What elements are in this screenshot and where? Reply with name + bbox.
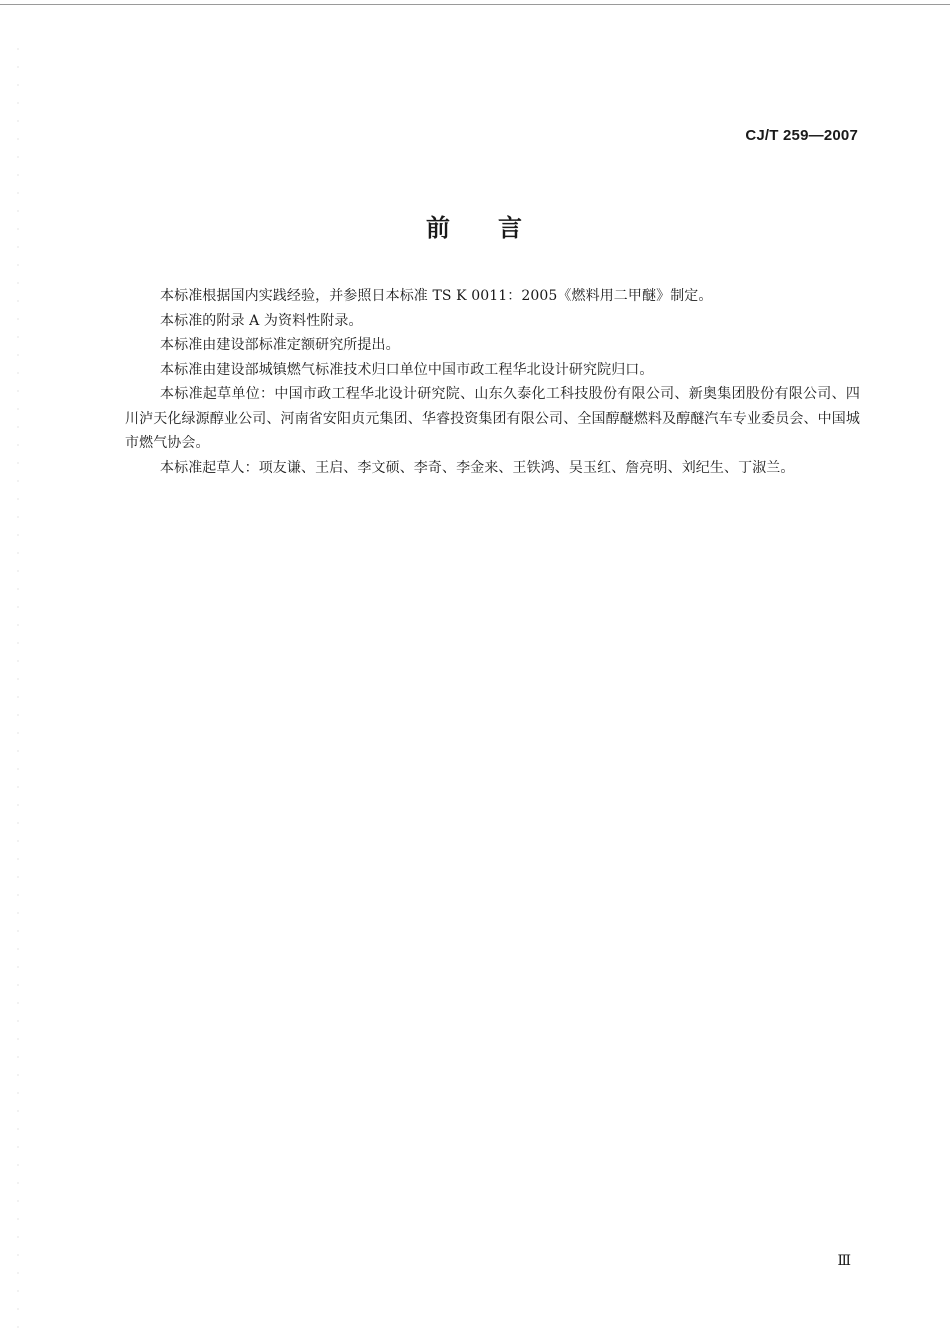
paragraph-basis: 本标准根据国内实践经验，并参照日本标准 TS K 0011：2005《燃料用二甲醚》制定。 [160, 288, 713, 304]
page-number: Ⅲ [837, 1254, 851, 1269]
paragraph-proposer: 本标准由建设部标准定额研究所提出。 [160, 337, 400, 353]
standard-code: CJ/T 259—2007 [745, 127, 858, 144]
paragraph-drafters: 本标准起草人：项友谦、王启、李文硕、李奇、李金来、王铁鸿、吴玉红、詹亮明、刘纪生、丁淑兰。 [160, 459, 795, 476]
page-title [0, 208, 950, 243]
title-char-2: 言 [498, 214, 524, 242]
paragraph-drafting-units: 本标准起草单位：中国市政工程华北设计研究院、山东久泰化工科技股份有限公司、新奥集团股份有限公司、四川泸天化绿源醇业公司、河南省安阳贞元集团、华睿投资集团有限公司、全国醇醚燃料及醇醚汽车专业委员会、中国城市燃气协会。 [125, 386, 860, 451]
paragraph-annex: 本标准的附录 A 为资料性附录。 [160, 312, 363, 329]
top-border-line [0, 4, 950, 5]
foreword-body [125, 284, 860, 480]
paragraph-administration: 本标准由建设部城镇燃气标准技术归口单位中国市政工程华北设计研究院归口。 [160, 361, 654, 378]
title-char-1: 前 [426, 214, 452, 242]
